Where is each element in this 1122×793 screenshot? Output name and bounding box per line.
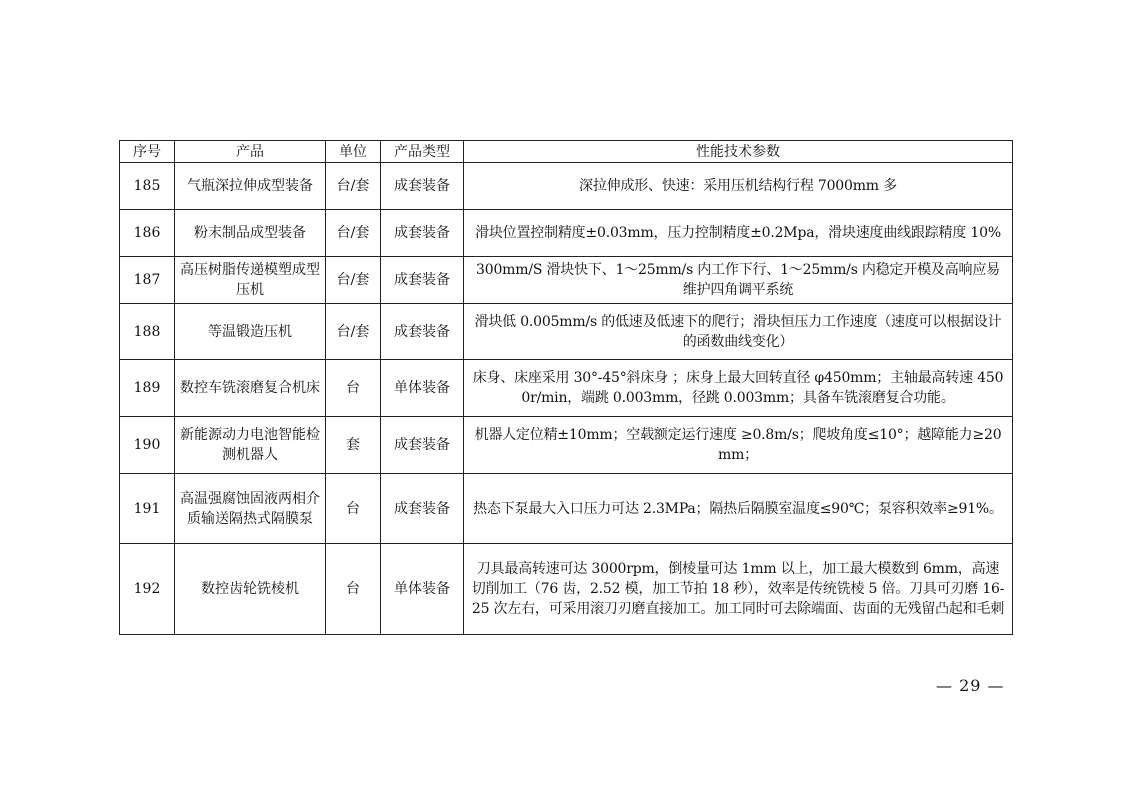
cell-product: 气瓶深拉伸成型装备 [175,163,326,210]
cell-index: 187 [120,257,175,304]
cell-type: 成套装备 [381,304,464,360]
cell-product: 等温锻造压机 [175,304,326,360]
page-number: — 29 — [936,676,1005,695]
cell-product: 新能源动力电池智能检测机器人 [175,417,326,474]
cell-params: 深拉伸成形、快速：采用压机结构行程 7000mm 多 [464,163,1013,210]
cell-index: 192 [120,544,175,635]
cell-index: 191 [120,474,175,544]
cell-product: 粉末制品成型装备 [175,210,326,257]
table-row [120,474,1013,544]
cell-unit: 台 [326,474,381,544]
table-row [120,304,1013,360]
cell-params: 床身、床座采用 30°-45°斜床身 ；床身上最大回转直径 φ450mm；主轴最高转速 4500r/min，端跳 0.003mm，径跳 0.003mm；具备车铣滚磨复合功能。 [464,360,1013,417]
header-product: 产品 [175,141,326,163]
cell-params: 刀具最高转速可达 3000rpm，倒棱量可达 1mm 以上，加工最大模数到 6mm，高速切削加工（76 齿，2.52 模，加工节拍 18 秒），效率是传统铣棱 5 倍。刀具可刃磨 16-25 次左右，可采用滚刀刃磨直接加工。加工同时可去除端面、齿面的无残留凸起和毛刺 [464,544,1013,635]
cell-type: 成套装备 [381,163,464,210]
table-row [120,210,1013,257]
cell-type: 单体装备 [381,544,464,635]
cell-product: 高温强腐蚀固液两相介质输送隔热式隔膜泵 [175,474,326,544]
table-row [120,544,1013,635]
cell-params: 滑块低 0.005mm/s 的低速及低速下的爬行；滑块恒压力工作速度（速度可以根据设计的函数曲线变化） [464,304,1013,360]
cell-index: 190 [120,417,175,474]
table-row [120,163,1013,210]
header-unit: 单位 [326,141,381,163]
header-params: 性能技术参数 [464,141,1013,163]
cell-unit: 台 [326,360,381,417]
cell-type: 成套装备 [381,210,464,257]
cell-unit: 台/套 [326,210,381,257]
cell-type: 单体装备 [381,360,464,417]
cell-params: 机器人定位精±10mm；空载额定运行速度 ≥0.8m/s；爬坡角度≤10°；越障能力≥20mm； [464,417,1013,474]
cell-unit: 台/套 [326,257,381,304]
cell-index: 189 [120,360,175,417]
table-row [120,257,1013,304]
cell-unit: 台 [326,544,381,635]
table-row [120,360,1013,417]
cell-params: 滑块位置控制精度±0.03mm，压力控制精度±0.2Mpa，滑块速度曲线跟踪精度 10% [464,210,1013,257]
cell-product: 数控车铣滚磨复合机床 [175,360,326,417]
cell-product: 高压树脂传递模塑成型压机 [175,257,326,304]
cell-product: 数控齿轮铣棱机 [175,544,326,635]
cell-unit: 台/套 [326,304,381,360]
cell-params: 热态下泵最大入口压力可达 2.3MPa；隔热后隔膜室温度≤90℃；泵容积效率≥91%。 [464,474,1013,544]
table-header-row [120,141,1013,163]
cell-type: 成套装备 [381,417,464,474]
cell-index: 188 [120,304,175,360]
cell-type: 成套装备 [381,474,464,544]
cell-unit: 套 [326,417,381,474]
cell-type: 成套装备 [381,257,464,304]
cell-index: 185 [120,163,175,210]
cell-index: 186 [120,210,175,257]
equipment-table [119,140,1013,635]
cell-params: 300mm/S 滑块快下、1～25mm/s 内工作下行、1～25mm/s 内稳定开模及高响应易维护四角调平系统 [464,257,1013,304]
header-type: 产品类型 [381,141,464,163]
table-row [120,417,1013,474]
header-index: 序号 [120,141,175,163]
cell-unit: 台/套 [326,163,381,210]
